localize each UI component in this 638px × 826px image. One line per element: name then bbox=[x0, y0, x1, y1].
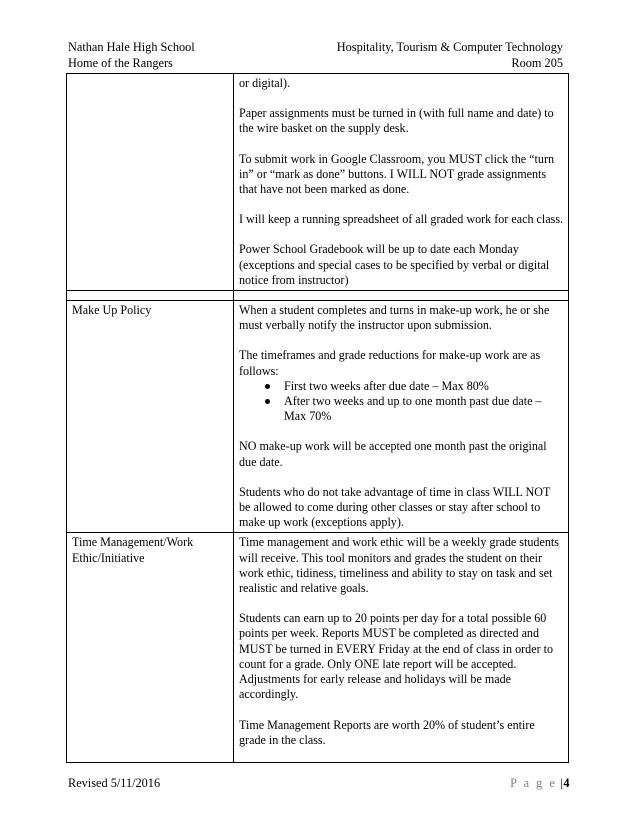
spacer-cell bbox=[234, 291, 569, 301]
page-word: P a g e bbox=[510, 776, 557, 790]
grading-paragraph: or digital). bbox=[239, 76, 291, 90]
page-separator: | bbox=[560, 776, 564, 790]
table-row-grading-continued bbox=[67, 74, 569, 291]
time-management-label: Time Management/Work Ethic/Initiative bbox=[67, 533, 234, 762]
time-management-paragraph: Students can earn up to 20 points per day for a total possible 60 points per week. Reports MUST be completed as directed and MUST be turned in EVERY Friday at the end of class in order to count for a grade. Only ONE late report will be accepted. Adjustments for early release and holidays will be made accordingly. bbox=[239, 611, 554, 702]
revised-date: Revised 5/11/2016 bbox=[68, 776, 161, 790]
program-name: Hospitality, Tourism & Computer Technology bbox=[336, 40, 563, 54]
makeup-paragraph: The timeframes and grade reductions for make-up work are as follows: bbox=[239, 348, 541, 378]
bullet-icon bbox=[265, 384, 270, 389]
table-row-makeup-policy bbox=[67, 301, 569, 533]
page-number: 4 bbox=[563, 776, 570, 790]
table-row-spacer bbox=[67, 291, 569, 301]
grading-paragraph: To submit work in Google Classroom, you MUST click the “turn in” or “mark as done” buttons. I WILL NOT grade assignments that have not been marked as done. bbox=[239, 151, 555, 197]
grading-paragraph: Paper assignments must be turned in (with full name and date) to the wire basket on the supply desk. bbox=[239, 106, 554, 136]
makeup-paragraph: When a student completes and turns in make-up work, he or she must verbally notify the instructor upon submission. bbox=[239, 303, 550, 333]
school-name: Nathan Hale High School bbox=[68, 40, 195, 54]
policy-table bbox=[66, 73, 569, 763]
time-management-paragraph: Time Management Reports are worth 20% of student’s entire grade in the class. bbox=[239, 717, 535, 747]
school-subtitle: Home of the Rangers bbox=[68, 56, 173, 70]
page-indicator bbox=[510, 776, 570, 791]
makeup-bullet-list bbox=[239, 379, 564, 425]
bullet-icon bbox=[265, 399, 270, 404]
header-right bbox=[337, 39, 563, 71]
grading-content-cell bbox=[234, 74, 569, 291]
makeup-paragraph: NO make-up work will be accepted one month past the original due date. bbox=[239, 439, 547, 469]
makeup-paragraph: Students who do not take advantage of time in class WILL NOT be allowed to come during other classes or stay after school to make up work (exceptions apply). bbox=[239, 484, 551, 530]
grading-paragraph: Power School Gradebook will be up to date each Monday (exceptions and special cases to be specified by verbal or digital notice from instructor) bbox=[239, 242, 550, 287]
table-row-time-management bbox=[67, 533, 569, 762]
header-left bbox=[68, 39, 195, 71]
list-item bbox=[269, 394, 564, 424]
makeup-label: Make Up Policy bbox=[67, 301, 234, 533]
makeup-content-cell bbox=[234, 301, 569, 533]
spacer-cell bbox=[67, 291, 234, 301]
grading-paragraph: I will keep a running spreadsheet of all graded work for each class. bbox=[239, 212, 564, 227]
time-management-paragraph: Time management and work ethic will be a weekly grade students will receive. This tool monitors and grades the student on their work ethic, tidiness, timeliness and ability to stay on task and set realistic and relative goals. bbox=[239, 535, 559, 596]
grading-label-cell bbox=[67, 74, 234, 291]
bullet-text: First two weeks after due date – Max 80% bbox=[284, 378, 489, 393]
list-item bbox=[269, 379, 564, 394]
bullet-text: After two weeks and up to one month past due date – Max 70% bbox=[284, 394, 542, 424]
room-number: Room 205 bbox=[511, 56, 563, 70]
time-management-content-cell bbox=[234, 533, 569, 762]
